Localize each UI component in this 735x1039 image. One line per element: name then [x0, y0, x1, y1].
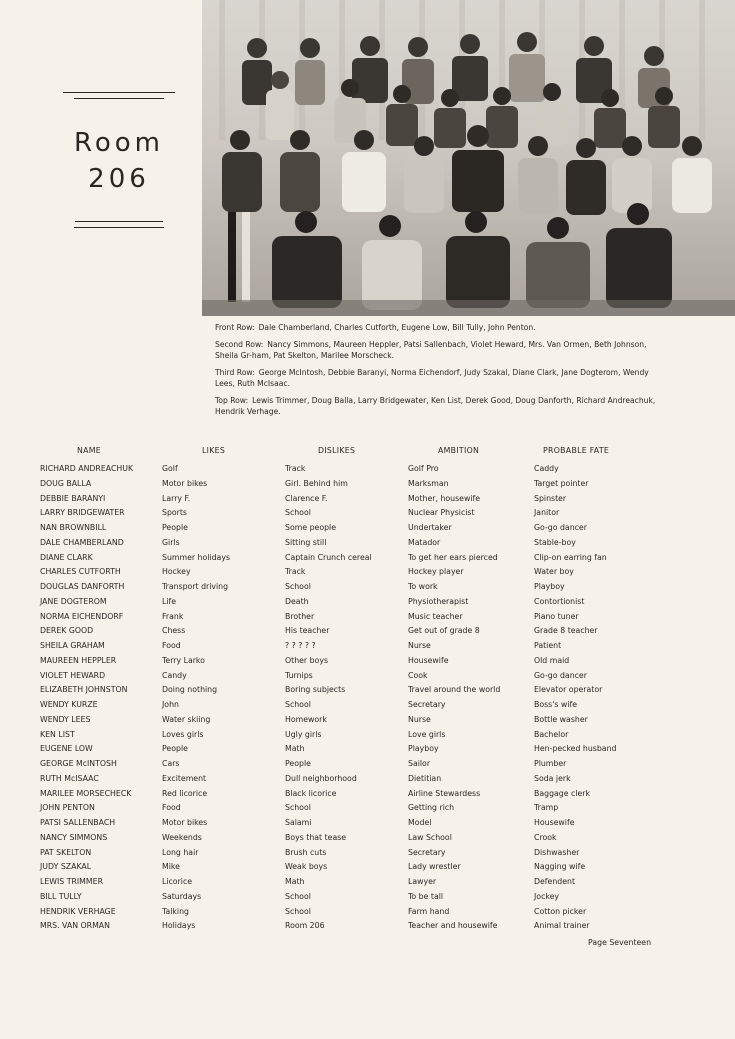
cell-name: GEORGE McINTOSH [40, 759, 117, 768]
table-row [40, 921, 680, 935]
table-row [40, 877, 680, 891]
table-row [40, 464, 680, 478]
cell-ambition: Dietitian [408, 773, 442, 783]
cell-ambition: Undertaker [408, 523, 452, 532]
cell-name: RUTH McISAAC [40, 773, 99, 783]
cell-likes: Larry F. [162, 493, 191, 503]
cell-fate: Target pointer [534, 478, 589, 488]
cell-likes: Frank [162, 611, 184, 621]
cell-name: DIANE CLARK [40, 552, 93, 562]
cell-likes: Mike [162, 862, 180, 872]
cell-ambition: To get her ears pierced [408, 552, 498, 562]
table-row [40, 892, 680, 906]
cell-name: CHARLES CUTFORTH [40, 567, 121, 577]
cell-likes: Golf [162, 464, 178, 473]
cell-ambition: Music teacher [408, 611, 463, 621]
cell-fate: Plumber [534, 759, 567, 768]
cell-dislikes: Other boys [285, 655, 329, 665]
caption-names: Dale Chamberland, Charles Cutforth, Eugene Low, Bill Tully, John Penton. [258, 323, 536, 332]
cell-likes: Talking [162, 906, 189, 916]
cell-fate: Stable-boy [534, 537, 576, 547]
cell-ambition: Matador [408, 537, 441, 547]
table-row [40, 818, 680, 832]
title-rule-top [63, 92, 175, 93]
cell-name: VIOLET HEWARD [40, 670, 106, 680]
title-rule-bottom-2 [74, 227, 164, 228]
cell-name: NAN BROWNBILL [40, 523, 107, 532]
table-row [40, 494, 680, 508]
cell-fate: Elevator operator [534, 685, 603, 695]
cell-name: SHEILA GRAHAM [40, 641, 105, 650]
cell-fate: Defendent [534, 877, 576, 886]
cell-name: JUDY SZAKAL [40, 862, 92, 872]
cell-dislikes: Weak boys [285, 862, 328, 872]
table-row [40, 479, 680, 493]
table-row [40, 715, 680, 729]
cell-dislikes: Ugly girls [285, 729, 322, 739]
cell-dislikes: Death [285, 596, 309, 606]
cell-likes: Girls [162, 537, 180, 547]
cell-dislikes: His teacher [285, 626, 330, 636]
header-ambition: AMBITION [438, 446, 480, 455]
cell-name: MRS. VAN ORMAN [40, 921, 110, 931]
cell-likes: Summer holidays [162, 552, 231, 562]
cell-dislikes: Homework [285, 714, 327, 724]
page-number: Page Seventeen [588, 938, 652, 947]
table-row [40, 567, 680, 581]
cell-name: ELIZABETH JOHNSTON [40, 685, 128, 695]
cell-name: MARILEE MORSECHECK [40, 788, 132, 798]
header-name: NAME [77, 446, 102, 455]
cell-ambition: Nurse [408, 641, 431, 650]
table-row [40, 774, 680, 788]
caption-label: Third Row: [215, 367, 255, 377]
caption-names: Nancy Simmons, Maureen Heppler, Patsi Sallenbach, Violet Heward, Mrs. Van Ormen, Beth Johnson, Sheila Gr-ham, Pat Skelton, Marilee Morscheck. [215, 339, 647, 360]
cell-name: HENDRIK VERHAGE [40, 906, 116, 916]
cell-dislikes: Some people [285, 523, 337, 532]
cell-likes: Chess [162, 626, 186, 636]
title-rule-bottom [75, 221, 163, 222]
cell-dislikes: School [285, 700, 311, 709]
cell-likes: Water skiing [162, 714, 211, 724]
cell-dislikes: Black licorice [285, 788, 337, 798]
cell-ambition: Getting rich [408, 803, 455, 813]
cell-ambition: To be tall [408, 891, 444, 901]
cell-name: NORMA EICHENDORF [40, 611, 124, 621]
cell-dislikes: Math [285, 877, 305, 886]
cell-ambition: Nurse [408, 714, 431, 724]
cell-dislikes: Brother [285, 611, 315, 621]
cell-name: EUGENE LOW [40, 744, 93, 754]
table-row [40, 538, 680, 552]
cell-ambition: Law School [408, 832, 452, 842]
cell-dislikes: Boring subjects [285, 685, 346, 695]
cell-fate: Caddy [534, 464, 559, 473]
cell-likes: Sports [162, 508, 187, 518]
cell-name: DOUGLAS DANFORTH [40, 582, 125, 591]
class-photo-image [202, 0, 735, 316]
cell-fate: Patient [534, 641, 562, 650]
cell-ambition: Model [408, 818, 432, 827]
cell-dislikes: Dull neighborhood [285, 773, 357, 783]
cell-fate: Baggage clerk [534, 788, 590, 798]
caption-top-row [215, 395, 660, 418]
table-row [40, 612, 680, 626]
table-row [40, 848, 680, 862]
cell-dislikes: Room 206 [285, 921, 325, 931]
cell-dislikes: School [285, 582, 311, 591]
cell-ambition: To work [408, 582, 438, 591]
cell-ambition: Sailor [408, 759, 431, 768]
room-title-line1: Room [73, 128, 165, 158]
cell-ambition: Housewife [408, 655, 449, 665]
cell-likes: Loves girls [162, 729, 204, 739]
cell-likes: Motor bikes [162, 478, 208, 488]
cell-dislikes: Sitting still [285, 537, 327, 547]
cell-name: KEN LIST [40, 729, 75, 739]
cell-likes: People [162, 744, 188, 754]
cell-ambition: Physiotherapist [408, 596, 469, 606]
table-row [40, 685, 680, 699]
cell-fate: Playboy [534, 582, 565, 591]
cell-fate: Animal trainer [534, 921, 590, 931]
cell-fate: Dishwasher [534, 847, 580, 857]
cell-name: DOUG BALLA [40, 478, 92, 488]
cell-name: DALE CHAMBERLAND [40, 537, 124, 547]
cell-ambition: Marksman [408, 478, 449, 488]
cell-name: DEREK GOOD [40, 626, 94, 636]
cell-dislikes: School [285, 891, 311, 901]
cell-ambition: Get out of grade 8 [408, 626, 480, 636]
cell-name: NANCY SIMMONS [40, 832, 108, 842]
cell-name: BILL TULLY [40, 891, 82, 901]
cell-likes: Food [162, 641, 181, 650]
cell-fate: Go-go dancer [534, 523, 587, 532]
cell-ambition: Travel around the world [408, 685, 501, 695]
cell-name: LARRY BRIDGEWATER [40, 508, 125, 518]
cell-dislikes: School [285, 906, 311, 916]
cell-ambition: Teacher and housewife [408, 921, 498, 931]
cell-fate: Clip-on earring fan [534, 552, 607, 562]
room-title-block [60, 92, 178, 228]
cell-dislikes: Captain Crunch cereal [285, 552, 372, 562]
cell-ambition: Golf Pro [408, 464, 439, 473]
cell-likes: Life [162, 596, 177, 606]
cell-ambition: Hockey player [408, 567, 464, 577]
table-row [40, 671, 680, 685]
cell-dislikes: Track [285, 567, 306, 577]
cell-name: DEBBIE BARANYI [40, 493, 106, 503]
cell-ambition: Mother, housewife [408, 493, 481, 503]
cell-dislikes: Girl. Behind him [285, 478, 348, 488]
cell-name: JOHN PENTON [40, 803, 95, 813]
cell-likes: John [162, 700, 179, 709]
cell-ambition: Nuclear Physicist [408, 508, 475, 518]
cell-fate: Piano tuner [534, 611, 579, 621]
cell-name: LEWIS TRIMMER [40, 877, 103, 886]
cell-name: JANE DOGTEROM [40, 596, 107, 606]
table-row [40, 803, 680, 817]
cell-likes: Red licorice [162, 788, 208, 798]
table-row [40, 553, 680, 567]
cell-fate: Janitor [534, 508, 560, 518]
caption-names: George McIntosh, Debbie Baranyi, Norma Eichendorf, Judy Szakal, Diane Clark, Jane Dogterom, Wendy Lees, Ruth McIsaac. [215, 367, 649, 388]
caption-third-row [215, 367, 660, 390]
table-row [40, 833, 680, 847]
table-row [40, 626, 680, 640]
cell-likes: Saturdays [162, 891, 202, 901]
cell-fate: Grade 8 teacher [534, 626, 598, 636]
cell-fate: Crook [534, 832, 557, 842]
cell-ambition: Lawyer [408, 877, 437, 886]
cell-dislikes: Track [285, 464, 306, 473]
cell-likes: Hockey [162, 567, 191, 577]
cell-fate: Nagging wife [534, 862, 586, 872]
cell-fate: Water boy [534, 567, 574, 577]
cell-likes: Long hair [162, 847, 199, 857]
cell-dislikes: School [285, 803, 311, 813]
cell-dislikes: Brush cuts [285, 847, 327, 857]
cell-likes: People [162, 523, 188, 532]
cell-fate: Jockey [534, 891, 560, 901]
cell-dislikes: School [285, 508, 311, 518]
caption-label: Front Row: [215, 323, 255, 332]
cell-dislikes: Turnips [285, 670, 313, 680]
header-likes: LIKES [202, 446, 226, 455]
cell-ambition: Lady wrestler [408, 862, 461, 872]
table-row [40, 582, 680, 596]
table-row [40, 744, 680, 758]
cell-likes: Motor bikes [162, 818, 208, 827]
cell-ambition: Cook [408, 670, 428, 680]
cell-likes: Holidays [162, 921, 196, 931]
cell-fate: Hen-pecked husband [534, 744, 617, 754]
table-row [40, 700, 680, 714]
cell-name: WENDY LEES [40, 714, 91, 724]
cell-dislikes: Clarence F. [285, 493, 328, 503]
cell-likes: Weekends [162, 832, 202, 842]
cell-fate: Cotton picker [534, 906, 587, 916]
class-group-photo [202, 0, 735, 316]
cell-fate: Go-go dancer [534, 670, 587, 680]
header-probable-fate: PROBABLE FATE [543, 446, 610, 455]
cell-ambition: Love girls [408, 729, 446, 739]
cell-likes: Doing nothing [162, 685, 218, 695]
cell-ambition: Farm hand [408, 906, 450, 916]
cell-dislikes: ? ? ? ? ? [285, 641, 316, 650]
cell-likes: Terry Larko [162, 655, 205, 665]
title-rule-top-2 [74, 98, 164, 99]
cell-fate: Soda jerk [534, 773, 571, 783]
cell-dislikes: Boys that tease [285, 832, 347, 842]
cell-dislikes: People [285, 759, 311, 768]
caption-label: Top Row: [215, 395, 249, 405]
table-row [40, 508, 680, 522]
cell-likes: Candy [162, 670, 187, 680]
cell-name: WENDY KURZE [40, 700, 98, 709]
caption-front-row [215, 322, 660, 334]
cell-likes: Transport driving [162, 582, 229, 591]
cell-fate: Housewife [534, 818, 575, 827]
cell-likes: Food [162, 803, 181, 813]
table-row [40, 597, 680, 611]
cell-dislikes: Math [285, 744, 305, 754]
cell-fate: Bottle washer [534, 714, 588, 724]
table-row [40, 641, 680, 655]
cell-name: PATSI SALLENBACH [40, 818, 116, 827]
room-title-line2: 206 [88, 164, 150, 194]
cell-fate: Boss's wife [534, 700, 578, 709]
cell-fate: Old maid [534, 655, 570, 665]
cell-likes: Licorice [162, 877, 193, 886]
cell-fate: Bachelor [534, 729, 569, 739]
cell-ambition: Secretary [408, 700, 446, 709]
cell-dislikes: Salami [285, 818, 312, 827]
caption-names: Lewis Trimmer, Doug Balla, Larry Bridgewater, Ken List, Derek Good, Doug Danforth, Richard Andreachuk, Hendrik Verhage. [215, 395, 656, 416]
cell-likes: Cars [162, 759, 180, 768]
cell-name: RICHARD ANDREACHUK [40, 464, 134, 473]
header-dislikes: DISLIKES [318, 446, 356, 455]
caption-label: Second Row: [215, 339, 264, 349]
cell-ambition: Secretary [408, 847, 446, 857]
photo-caption [215, 322, 660, 423]
cell-ambition: Playboy [408, 744, 439, 754]
table-row [40, 759, 680, 773]
cell-name: MAUREEN HEPPLER [40, 655, 117, 665]
cell-name: PAT SKELTON [40, 847, 92, 857]
caption-second-row [215, 339, 660, 362]
cell-fate: Spinster [534, 493, 567, 503]
table-row [40, 789, 680, 803]
cell-ambition: Airline Stewardess [408, 788, 481, 798]
table-row [40, 907, 680, 921]
cell-fate: Tramp [534, 803, 559, 813]
table-row [40, 523, 680, 537]
cell-likes: Excitement [162, 773, 207, 783]
cell-fate: Contortionist [534, 596, 585, 606]
table-row [40, 730, 680, 744]
table-row [40, 656, 680, 670]
table-row [40, 862, 680, 876]
